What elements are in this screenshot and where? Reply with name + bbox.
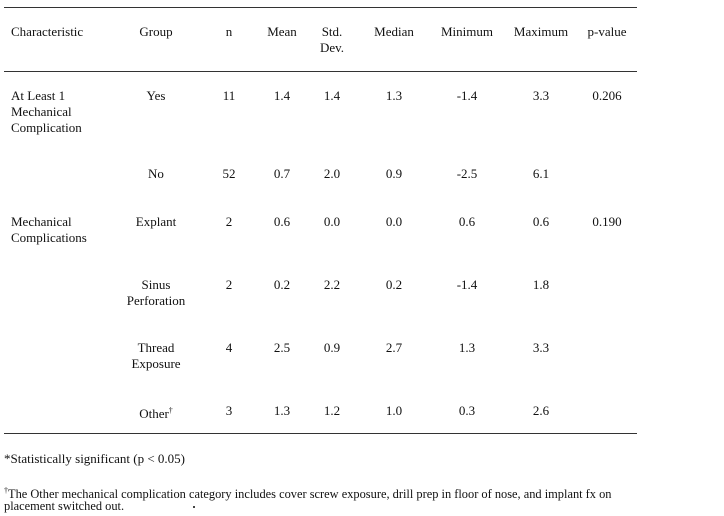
row-2-median: 0.0 [385,214,403,229]
row-5-max: 2.6 [532,403,550,418]
row-1-max: 6.1 [532,166,550,181]
row-0-mean: 1.4 [273,88,291,103]
row-4-std: 0.9 [323,340,341,355]
row-0-group: Yes [146,88,166,103]
header-mean: Mean [267,24,297,39]
header-std-dev-line1: Std. [321,24,343,39]
row-0-min: -1.4 [456,88,478,103]
row-4-max: 3.3 [532,340,550,355]
row-0-p-value: 0.206 [592,88,622,103]
row-2-mean: 0.6 [273,214,291,229]
row-1-median: 0.9 [385,166,403,181]
header-minimum: Minimum [440,24,493,39]
header-std-dev-line2: Dev. [319,40,345,55]
header-p-value: p-value [587,24,627,39]
header-characteristic: Characteristic [11,24,84,39]
row-3-std: 2.2 [323,277,341,292]
row-5-min: 0.3 [458,403,476,418]
row-4-median: 2.7 [385,340,403,355]
row-0-characteristic: At Least 1 Mechanical Complication [11,88,82,135]
row-2-n: 2 [225,214,233,229]
table-top-rule [4,7,637,8]
row-0-n: 11 [222,88,236,103]
row-4-group: Thread Exposure [131,340,181,371]
row-5-mean: 1.3 [273,403,291,418]
row-5-group [116,403,196,422]
footnote-other-text: The Other mechanical complication category includes cover screw exposure, drill prep in floor of nose, and implant fx on [8,487,612,501]
row-5-median: 1.0 [385,403,403,418]
row-4-min: 1.3 [458,340,476,355]
row-2-characteristic: Mechanical Complications [11,214,87,245]
footnote-dagger: † [4,486,8,495]
row-2-max: 0.6 [532,214,550,229]
row-1-std: 2.0 [323,166,341,181]
row-3-n: 2 [225,277,233,292]
row-1-mean: 0.7 [273,166,291,181]
row-2-group: Explant [135,214,177,229]
row-2-std: 0.0 [323,214,341,229]
footnote-significance: *Statistically significant (p < 0.05) [4,451,185,466]
row-5-group-label: Other [139,406,169,421]
row-3-max: 1.8 [532,277,550,292]
row-4-mean: 2.5 [273,340,291,355]
row-2-p-value: 0.190 [592,214,622,229]
footnote-other-line2: placement switched out. [4,499,125,513]
row-0-max: 3.3 [532,88,550,103]
header-n: n [225,24,233,39]
row-3-min: -1.4 [456,277,478,292]
header-maximum: Maximum [513,24,569,39]
row-3-group: Sinus Perforation [126,277,186,308]
table-bottom-rule [4,433,637,434]
row-1-min: -2.5 [456,166,478,181]
row-3-mean: 0.2 [273,277,291,292]
stray-dot [193,506,195,508]
row-1-group: No [148,166,164,181]
row-1-n: 52 [222,166,236,181]
row-4-n: 4 [225,340,233,355]
row-2-min: 0.6 [458,214,476,229]
row-0-median: 1.3 [385,88,403,103]
row-5-std: 1.2 [323,403,341,418]
table-header-rule [4,71,637,72]
dagger-marker: † [168,406,173,415]
row-5-n: 3 [225,403,233,418]
row-0-std: 1.4 [323,88,341,103]
header-group: Group [139,24,173,39]
header-median: Median [374,24,414,39]
row-3-median: 0.2 [385,277,403,292]
